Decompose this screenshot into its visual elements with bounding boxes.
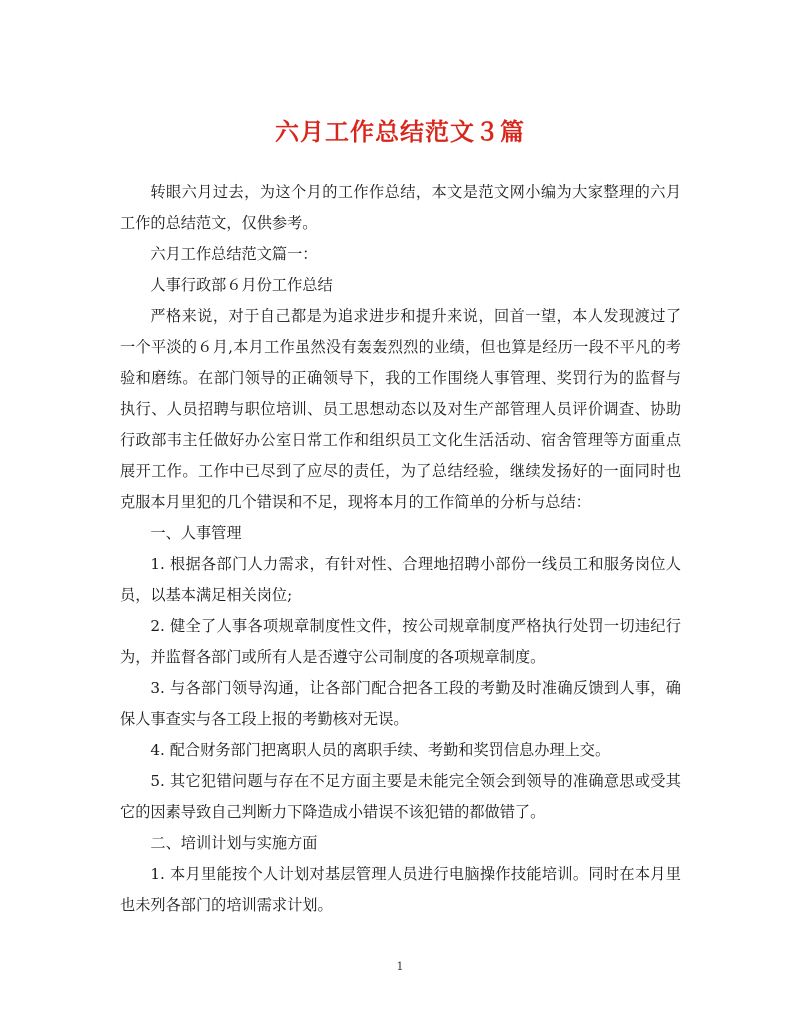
hr-item-3: 3. 与各部门领导沟通，让各部门配合把各工段的考勤及时准确反馈到人事，确保人事查实与各工段上报的考勤核对无误。 [120, 679, 681, 728]
document-body [120, 177, 681, 921]
section-heading-article-one: 六月工作总结范文篇一： [150, 245, 318, 263]
training-item-1: 1. 本月里能按个人计划对基层管理人员进行电脑操作技能培训。同时在本月里也未列各部门的培训需求计划。 [120, 865, 681, 914]
section-heading-hr: 一、人事管理 [150, 524, 242, 542]
page-number: 1 [396, 960, 404, 973]
section-heading-training: 二、培训计划与实施方面 [150, 834, 318, 852]
document-title: 六月工作总结范文３篇 [275, 117, 525, 146]
report-subtitle: 人事行政部６月份工作总结 [150, 276, 333, 294]
hr-item-4: 4. 配合财务部门把离职人员的离职手续、考勤和奖罚信息办理上交。 [150, 741, 611, 759]
hr-item-5: 5. 其它犯错问题与存在不足方面主要是未能完全领会到领导的准确意思或受其它的因素导致自己判断力下降造成小错误不该犯错的都做错了。 [120, 772, 681, 821]
summary-paragraph: 严格来说，对于自己都是为追求进步和提升来说，回首一望，本人发现渡过了一个平淡的６月,本月工作虽然没有轰轰烈烈的业绩，但也算是经历一段不平凡的考验和磨练。在部门领导的正确领导下，我的工作围绕人事管理、奖罚行为的监督与执行、人员招聘与职位培训、员工思想动态以及对生产部管理人员评价调查、协助行政部韦主任做好办公室日常工作和组织员工文化生活活动、宿舍管理等方面重点展开工作。工作中已尽到了应尽的责任，为了总结经验，继续发扬好的一面同时也克服本月里犯的几个错误和不足，现将本月的工作简单的分析与总结： [120, 307, 681, 511]
hr-item-2: 2. 健全了人事各项规章制度性文件，按公司规章制度严格执行处罚一切违纪行为，并监督各部门或所有人是否遵守公司制度的各项规章制度。 [120, 617, 681, 666]
hr-item-1: 1. 根据各部门人力需求，有针对性、合理地招聘小部份一线员工和服务岗位人员，以基本满足相关岗位; [120, 555, 681, 604]
intro-paragraph: 转眼六月过去，为这个月的工作作总结，本文是范文网小编为大家整理的六月工作的总结范文，仅供参考。 [120, 183, 681, 232]
